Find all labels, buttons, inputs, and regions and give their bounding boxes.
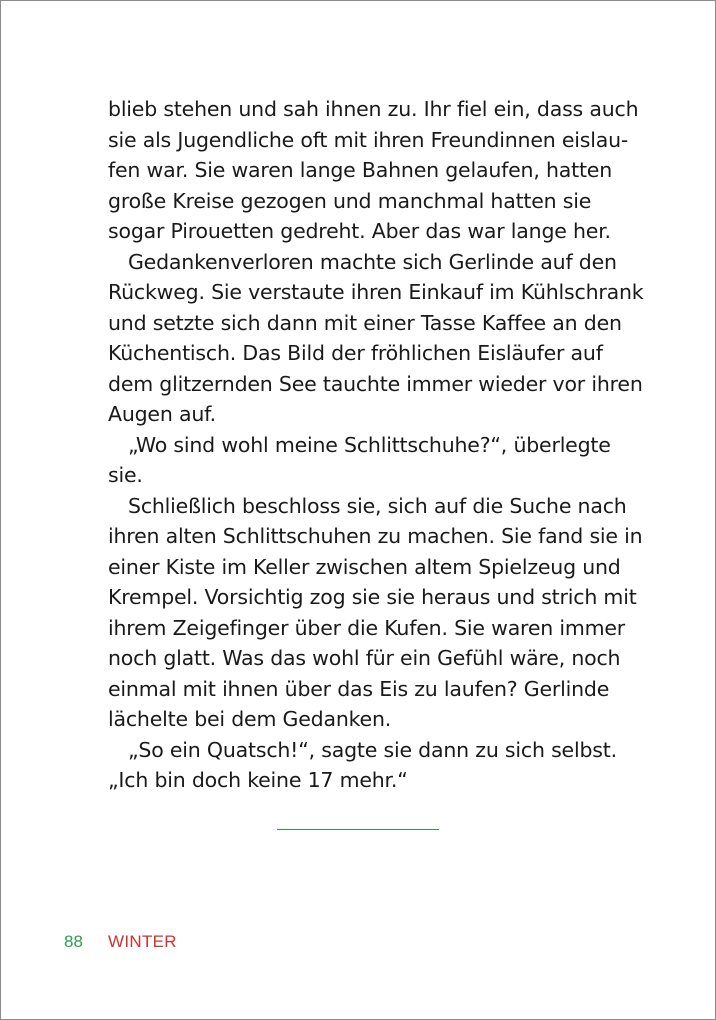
text-line: Krempel. Vorsichtig zog sie sie heraus und strich mit: [108, 585, 637, 609]
text-line: dem glitzernden See tauchte immer wieder vor ihren: [108, 371, 643, 396]
text-line: große Kreise gezogen und manchmal hatten sie: [108, 188, 592, 213]
body-text: [108, 94, 644, 796]
text-line: einmal mit ihnen über das Eis zu laufen? Gerlinde: [108, 676, 610, 701]
text-line: fen war. Sie waren lange Bahnen gelaufen, hatten: [108, 158, 613, 182]
text-line: ihrem Zeigefinger über die Kufen. Sie waren immer: [108, 615, 626, 640]
page-number: 88: [64, 932, 83, 951]
text-line: sie als Jugendliche oft mit ihren Freundinnen eislau-: [108, 127, 629, 152]
section-separator: [277, 829, 439, 830]
text-line: Gedankenverloren machte sich Gerlinde auf den: [128, 249, 617, 274]
text-line: noch glatt. Was das wohl für ein Gefühl wäre, noch: [108, 646, 621, 670]
text-line: einer Kiste im Keller zwischen altem Spielzeug und: [108, 554, 621, 579]
text-line: Küchentisch. Das Bild der fröhlichen Eisläufer auf: [108, 341, 603, 365]
text-line: lächelte bei dem Gedanken.: [108, 707, 392, 731]
section-title: WINTER: [108, 932, 177, 951]
text-line: sie.: [108, 463, 143, 487]
text-line: sogar Pirouetten gedreht. Aber das war lange her.: [108, 219, 611, 243]
text-line: ihren alten Schlittschuhen zu machen. Sie fand sie in: [108, 524, 643, 548]
text-line: „Ich bin doch keine 17 mehr.“: [108, 768, 408, 792]
text-line: „Wo sind wohl meine Schlittschuhe?“, überlegte: [128, 432, 611, 457]
text-line: Schließlich beschloss sie, sich auf die Suche nach: [128, 493, 627, 518]
text-line: blieb stehen und sah ihnen zu. Ihr fiel ein, dass auch: [108, 97, 639, 121]
text-line: Rückweg. Sie verstaute ihren Einkauf im Kühlschrank: [108, 280, 644, 304]
text-line: Augen auf.: [108, 402, 216, 426]
text-line: „So ein Quatsch!“, sagte sie dann zu sich selbst.: [128, 737, 617, 762]
text-line: und setzte sich dann mit einer Tasse Kaffee an den: [108, 310, 622, 335]
